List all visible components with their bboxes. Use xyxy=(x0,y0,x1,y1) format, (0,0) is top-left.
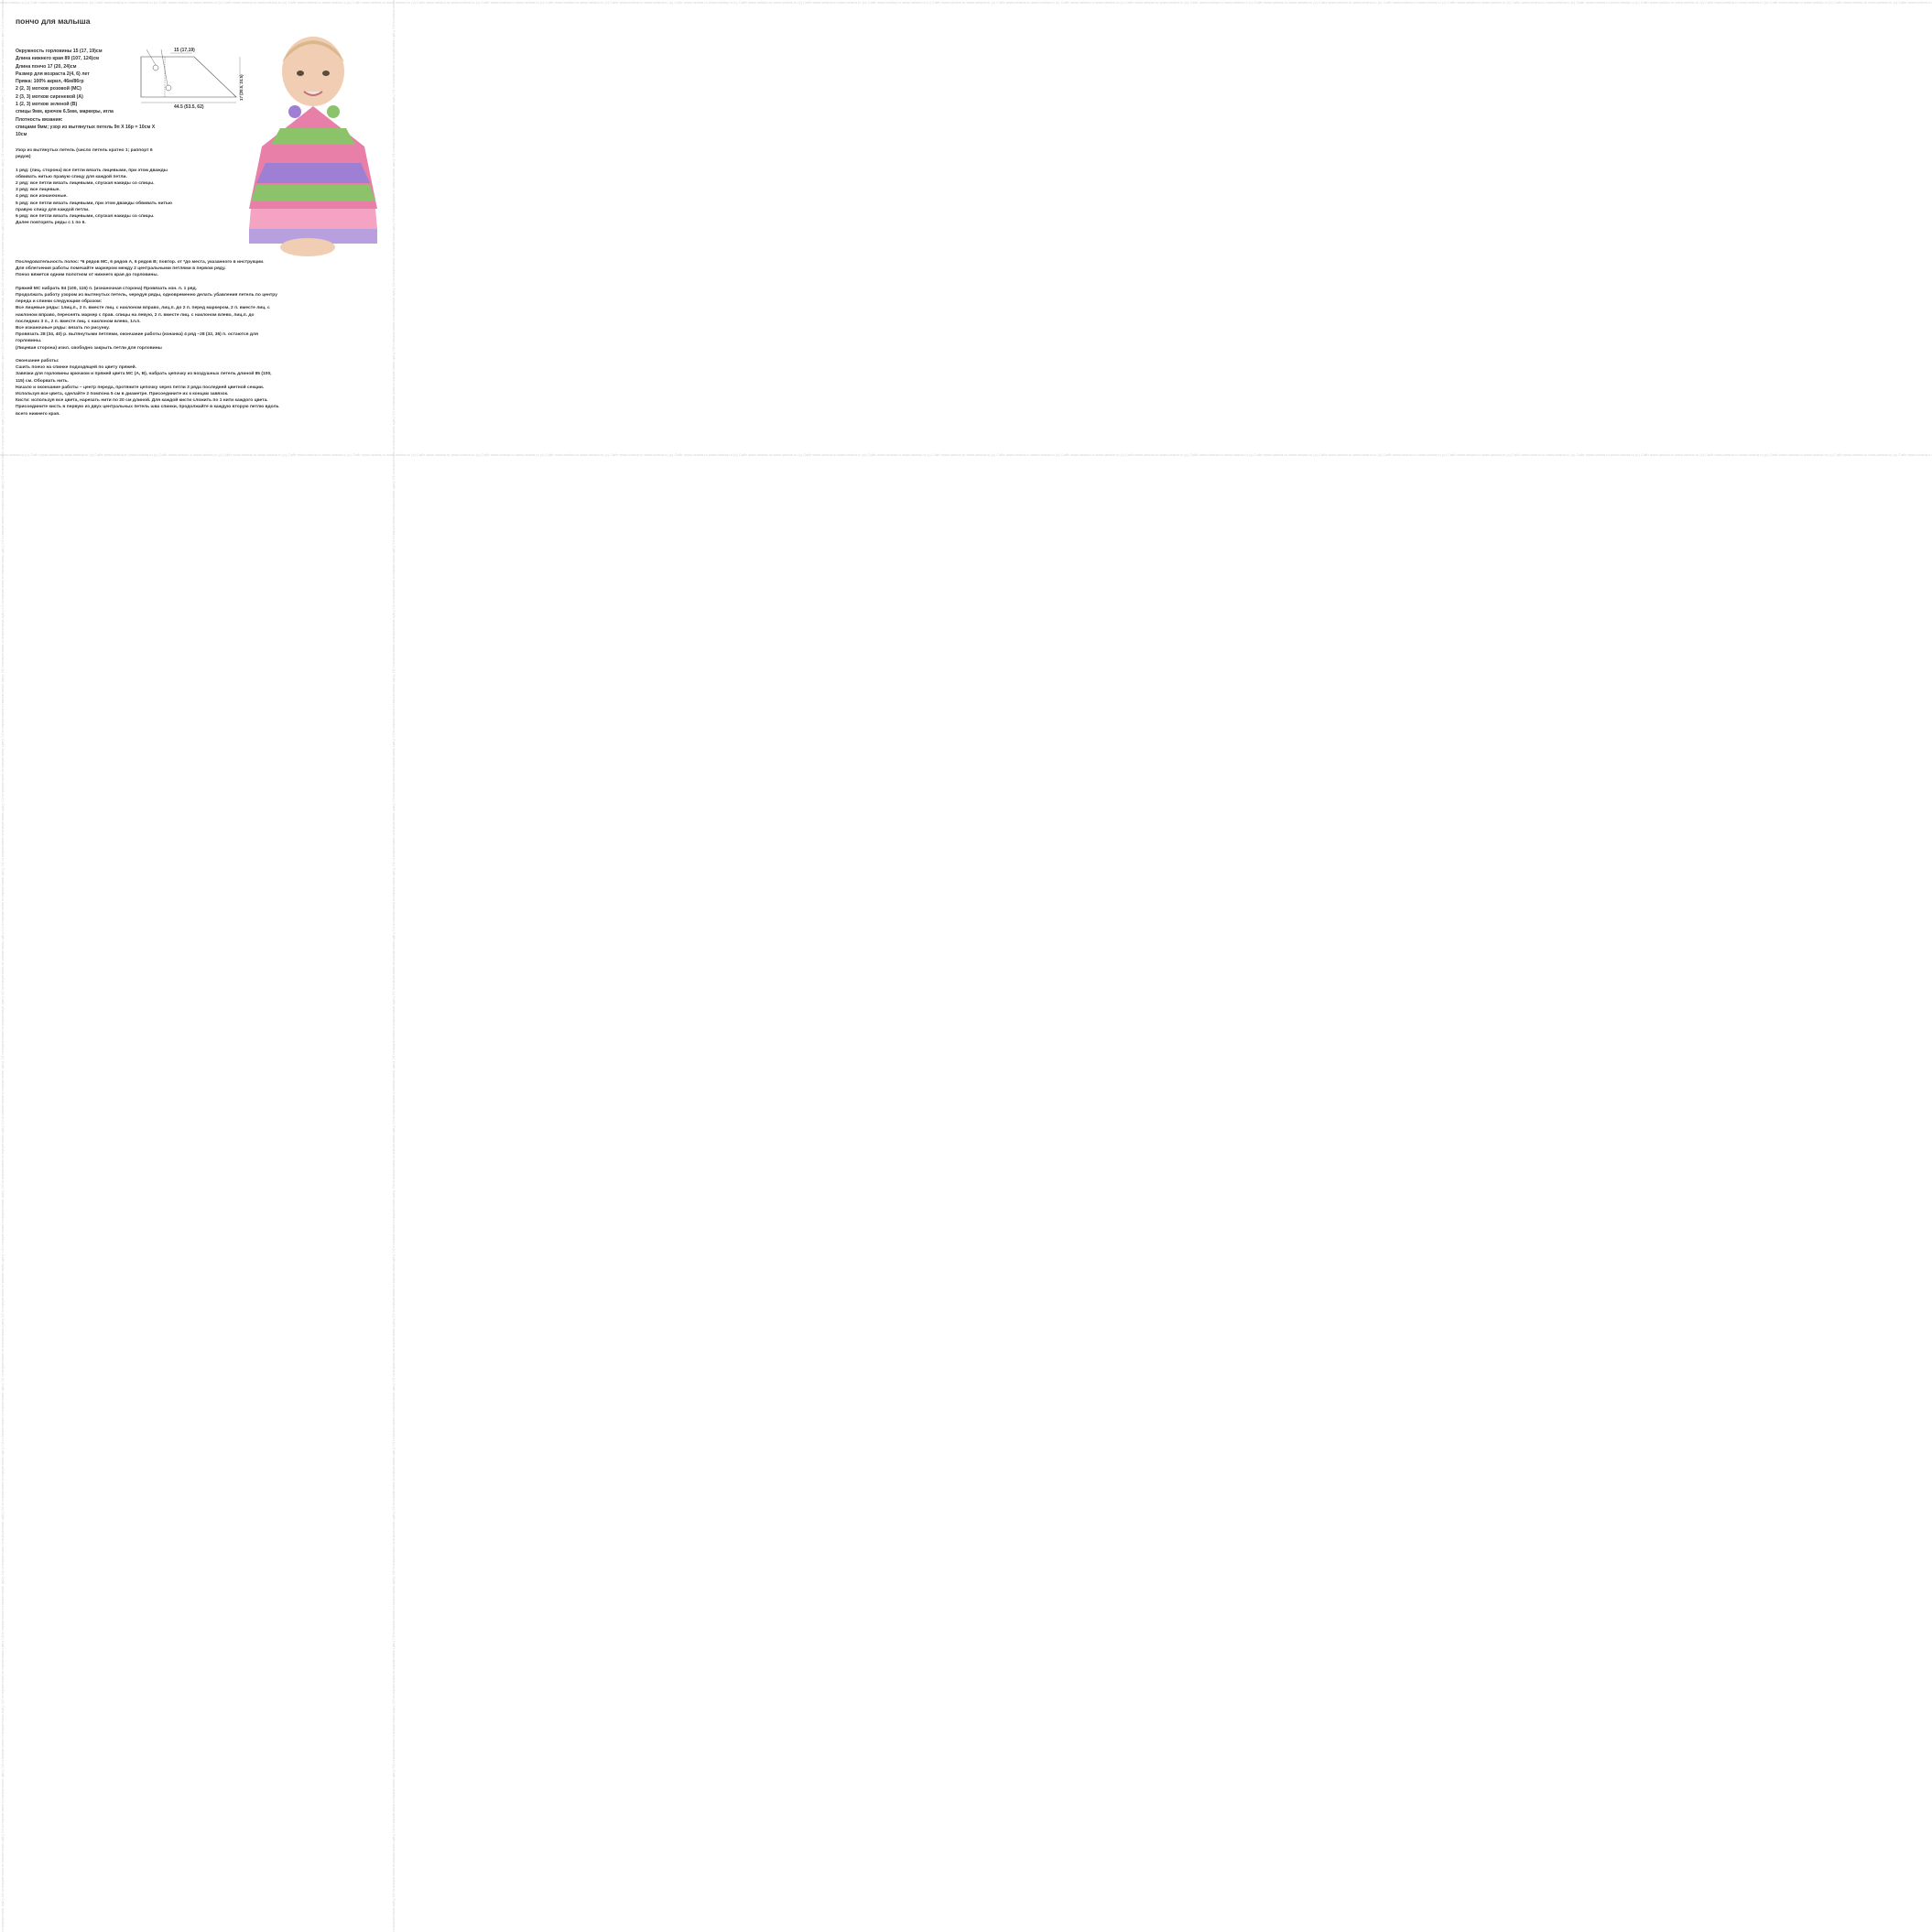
spec-line: спицами 9мм; узор из вытянутых петель 9п Х 16р = 10см Х xyxy=(16,124,156,130)
page-title: пончо для малыша xyxy=(16,16,91,26)
pattern-line: Узор из вытянутых петель (число петель кратно 1; раппорт 6 xyxy=(16,148,153,153)
pattern-line: 5 ряд: все петли вязать лицевыми, при этом дважды обвивать нитью xyxy=(16,201,173,206)
instruction-line: Кисти: используя все цвета, нарезать нити по 20 см длиной. Для каждой кисти сложить по 1 нити каждого цвета. xyxy=(16,398,268,404)
instruction-line: Используя все цвета, сделайте 2 помпона 5 см в диаметре. Присоедините их к концам завязок. xyxy=(16,392,229,397)
instruction-line: всего нижнего края. xyxy=(16,411,60,417)
pattern-line: 2 ряд: все петли вязать лицевыми, спуская накиды со спицы. xyxy=(16,181,155,187)
instruction-line: Последовательность полос: *6 рядов МС, 6 рядов А, 6 рядов В; повтор. от *до места, указанного в инструкции. xyxy=(16,260,265,265)
watermark-bottom: www.ueisha.ru (c) Сайт www.ueisha.ru www.ueisha.ru (c) Сайт www.ueisha.ru www.ueisha.ru (c) Сайт www.ueisha.ru www.ueisha.ru (c) Сайт www.ueisha.ru www.ueisha.ru (c) Сайт www.ueisha.ru www.ueisha.ru (c) Сайт www.ueisha.ru www.ueisha.ru (c) Сайт www.ueisha.ru www.ueisha.ru (c) Сайт www.ueisha.ru www.ueisha.ru (c) Сайт www.ueisha.ru www.ueisha.ru (c) Сайт www.ueisha.ru www.ueisha.ru (c) Сайт www.ueisha.ru www.ueisha.ru (c) Сайт www.ueisha.ru www.ueisha.ru (c) Сайт www.ueisha.ru www.ueisha.ru (c) Сайт www.ueisha.ru www.ueisha.ru (c) Сайт www.ueisha.ru www.ueisha.ru (c) Сайт www.ueisha.ru www.ueisha.ru (c) Сайт www.ueisha.ru www.ueisha.ru (c) Сайт www.ueisha.ru www.ueisha.ru (c) Сайт www.ueisha.ru www.ueisha.ru (c) Сайт www.ueisha.ru www.ueisha.ru (c) Сайт www.ueisha.ru www.ueisha.ru (c) Сайт www.ueisha.ru www.ueisha.ru (c) Сайт www.ueisha.ru www.ueisha.ru (c) Сайт www.ueisha.ru www.ueisha.ru (c) Сайт www.ueisha.ru www.ueisha.ru (c) Сайт www.ueisha.ru www.ueisha.ru (c) Сайт www.ueisha.ru www.ueisha.ru (c) Сайт www.ueisha.ru www.ueisha.ru (c) Сайт www.ueisha.ru www.ueisha.ru (c) Сайт www.ueisha.ru xyxy=(0,452,1932,457)
watermark-top: www.ueisha.ru (c) Сайт www.ueisha.ru www.ueisha.ru (c) Сайт www.ueisha.ru www.ueisha.ru (c) Сайт www.ueisha.ru www.ueisha.ru (c) Сайт www.ueisha.ru www.ueisha.ru (c) Сайт www.ueisha.ru www.ueisha.ru (c) Сайт www.ueisha.ru www.ueisha.ru (c) Сайт www.ueisha.ru www.ueisha.ru (c) Сайт www.ueisha.ru www.ueisha.ru (c) Сайт www.ueisha.ru www.ueisha.ru (c) Сайт www.ueisha.ru www.ueisha.ru (c) Сайт www.ueisha.ru www.ueisha.ru (c) Сайт www.ueisha.ru www.ueisha.ru (c) Сайт www.ueisha.ru www.ueisha.ru (c) Сайт www.ueisha.ru www.ueisha.ru (c) Сайт www.ueisha.ru www.ueisha.ru (c) Сайт www.ueisha.ru www.ueisha.ru (c) Сайт www.ueisha.ru www.ueisha.ru (c) Сайт www.ueisha.ru www.ueisha.ru (c) Сайт www.ueisha.ru www.ueisha.ru (c) Сайт www.ueisha.ru www.ueisha.ru (c) Сайт www.ueisha.ru www.ueisha.ru (c) Сайт www.ueisha.ru www.ueisha.ru (c) Сайт www.ueisha.ru www.ueisha.ru (c) Сайт www.ueisha.ru www.ueisha.ru (c) Сайт www.ueisha.ru www.ueisha.ru (c) Сайт www.ueisha.ru www.ueisha.ru (c) Сайт www.ueisha.ru www.ueisha.ru (c) Сайт www.ueisha.ru www.ueisha.ru (c) Сайт www.ueisha.ru www.ueisha.ru (c) Сайт www.ueisha.ru xyxy=(0,0,1932,5)
spec-line: Плотность вязания: xyxy=(16,116,63,123)
instruction-line: Продолжать работу узором из вытянутых петель, чередуя ряды, одновременно делать убавления петель по центру xyxy=(16,293,277,298)
instruction-line: Пряжей МС набрать 84 (100, 116) п. (изнаночная сторона) Провязать изн. п. 1 ряд. xyxy=(16,286,197,291)
poncho-schematic xyxy=(137,37,243,110)
pattern-line: правую спицу для каждой петли. xyxy=(16,207,90,212)
stitch-pattern-section xyxy=(16,147,244,226)
instruction-line xyxy=(16,279,377,286)
instruction-line: Пончо вяжется одним полотном от нижнего края до горловины. xyxy=(16,273,158,278)
pattern-line: 4 ряд: все изнаночные. xyxy=(16,194,68,200)
instruction-line: Провязать 28 (34, 40) р. вытянутыми петлями, окончание работы (изнанка) 4 ряд –28 (32, 36) п. остаются для xyxy=(16,332,258,338)
pattern-line: 6 ряд: все петли вязать лицевыми, спуская накиды со спицы. xyxy=(16,214,155,220)
instruction-line: Присоедините кисть в первую из двух центральных петель шва спинки, продолжайте в каждую вторую петлю вдоль xyxy=(16,405,279,410)
instruction-line: Завязки для горловины крючком и пряжей цвета МС (А, В), набрать цепочку из воздушных петель длиной 85 (100, xyxy=(16,372,272,377)
pattern-line xyxy=(16,160,244,167)
child-in-poncho-photo xyxy=(244,18,383,258)
instruction-line: Для облегчения работы помечайте маркером между 2 центральными петлями в первом ряду. xyxy=(16,266,226,272)
watermark-left: www.ueisha.ru (c) Сайт www.ueisha.ru www.ueisha.ru (c) Сайт www.ueisha.ru www.ueisha.ru (c) Сайт www.ueisha.ru www.ueisha.ru (c) Сайт www.ueisha.ru www.ueisha.ru (c) Сайт www.ueisha.ru www.ueisha.ru (c) Сайт www.ueisha.ru www.ueisha.ru (c) Сайт www.ueisha.ru www.ueisha.ru (c) Сайт www.ueisha.ru www.ueisha.ru (c) Сайт www.ueisha.ru www.ueisha.ru (c) Сайт www.ueisha.ru www.ueisha.ru (c) Сайт www.ueisha.ru www.ueisha.ru (c) Сайт www.ueisha.ru www.ueisha.ru (c) Сайт www.ueisha.ru www.ueisha.ru (c) Сайт www.ueisha.ru www.ueisha.ru (c) Сайт www.ueisha.ru www.ueisha.ru (c) Сайт www.ueisha.ru www.ueisha.ru (c) Сайт www.ueisha.ru www.ueisha.ru (c) Сайт www.ueisha.ru www.ueisha.ru (c) Сайт www.ueisha.ru www.ueisha.ru (c) Сайт www.ueisha.ru www.ueisha.ru (c) Сайт www.ueisha.ru www.ueisha.ru (c) Сайт www.ueisha.ru www.ueisha.ru (c) Сайт www.ueisha.ru www.ueisha.ru (c) Сайт www.ueisha.ru www.ueisha.ru (c) Сайт www.ueisha.ru www.ueisha.ru (c) Сайт www.ueisha.ru www.ueisha.ru (c) Сайт www.ueisha.ru www.ueisha.ru (c) Сайт www.ueisha.ru www.ueisha.ru (c) Сайт www.ueisha.ru www.ueisha.ru (c) Сайт www.ueisha.ru xyxy=(1,0,5,1932)
instruction-line: наклоном вправо, переснять маркер с прав. спицы на левую, 2 п. вместе лиц. с наклоном влево, лиц.п. до xyxy=(16,312,255,318)
instruction-line: Все лицевые ряды: 1лиц.п., 2 п. вместе лиц. с наклоном вправо, лиц.п. до 2 п. перед маркером, 2 п. вместе лиц. с xyxy=(16,306,270,311)
pattern-line: 1 ряд: (лиц. сторона) все петли вязать лицевыми, при этом дважды xyxy=(16,168,168,173)
spec-line: 1 (2, 3) мотков зеленой (В) xyxy=(16,102,78,108)
length-dimension: 17 (20.5, 24.5) xyxy=(239,74,244,101)
watermark-right: www.ueisha.ru (c) Сайт www.ueisha.ru www.ueisha.ru (c) Сайт www.ueisha.ru www.ueisha.ru (c) Сайт www.ueisha.ru www.ueisha.ru (c) Сайт www.ueisha.ru www.ueisha.ru (c) Сайт www.ueisha.ru www.ueisha.ru (c) Сайт www.ueisha.ru www.ueisha.ru (c) Сайт www.ueisha.ru www.ueisha.ru (c) Сайт www.ueisha.ru www.ueisha.ru (c) Сайт www.ueisha.ru www.ueisha.ru (c) Сайт www.ueisha.ru www.ueisha.ru (c) Сайт www.ueisha.ru www.ueisha.ru (c) Сайт www.ueisha.ru www.ueisha.ru (c) Сайт www.ueisha.ru www.ueisha.ru (c) Сайт www.ueisha.ru www.ueisha.ru (c) Сайт www.ueisha.ru www.ueisha.ru (c) Сайт www.ueisha.ru www.ueisha.ru (c) Сайт www.ueisha.ru www.ueisha.ru (c) Сайт www.ueisha.ru www.ueisha.ru (c) Сайт www.ueisha.ru www.ueisha.ru (c) Сайт www.ueisha.ru www.ueisha.ru (c) Сайт www.ueisha.ru www.ueisha.ru (c) Сайт www.ueisha.ru www.ueisha.ru (c) Сайт www.ueisha.ru www.ueisha.ru (c) Сайт www.ueisha.ru www.ueisha.ru (c) Сайт www.ueisha.ru www.ueisha.ru (c) Сайт www.ueisha.ru www.ueisha.ru (c) Сайт www.ueisha.ru www.ueisha.ru (c) Сайт www.ueisha.ru www.ueisha.ru (c) Сайт www.ueisha.ru www.ueisha.ru (c) Сайт www.ueisha.ru xyxy=(392,0,396,1932)
instruction-line xyxy=(16,352,377,358)
pattern-line: рядов) xyxy=(16,155,31,160)
spec-line: 2 (3, 3) мотков сиреневой (А) xyxy=(16,93,83,100)
instruction-line: Все изнаночные ряды: вязать по рисунку. xyxy=(16,326,110,331)
spec-line: Длина нижнего края 89 (107, 124)см xyxy=(16,56,100,62)
spec-line: Размер для возраста 2(4, 6) лет xyxy=(16,71,90,77)
pattern-line: 3 ряд: все лицевые. xyxy=(16,188,60,193)
instruction-line: Окончание работы: xyxy=(16,359,60,364)
instruction-line: горловины. xyxy=(16,339,42,344)
pattern-line: обвивать нитью правую спицу для каждой петли. xyxy=(16,174,127,179)
spec-line: 2 (2, 3) мотков розовой (МС) xyxy=(16,86,81,92)
spec-line: спицы 9мм, крючок 6.5мм, маркеры, игла xyxy=(16,109,114,115)
instruction-line: Сшить пончо на спинке подходящей по цвету пряжей. xyxy=(16,365,137,371)
hem-dimension: 44.5 (53.5, 62) xyxy=(174,104,204,110)
spec-line: Длина пончо 17 (20, 24)см xyxy=(16,63,77,70)
spec-line: 10см xyxy=(16,132,27,138)
instruction-line: 115) см. Оборвать нить. xyxy=(16,378,69,384)
pattern-line: Далее повторять ряды с 1 по 6. xyxy=(16,221,86,226)
spec-line: Пряжа: 100% акрил, 46м/86гр xyxy=(16,79,84,85)
instruction-line: переда и спинки следующим образом: xyxy=(16,299,103,305)
instruction-line: (Лицевая сторона) изнл. свободно закрыть петли для горловины xyxy=(16,345,162,351)
instruction-line: Начало и окончание работы – центр переда, протяните цепочку через петли 3 ряда последней цветной секции. xyxy=(16,385,265,390)
spec-line: Окружность горловины 15 (17, 19)см xyxy=(16,49,103,54)
neck-dimension: 15 (17,19) xyxy=(174,48,195,53)
instruction-line: последних 3 п., 2 п. вместе лиц. с наклоном влево, 1л.п. xyxy=(16,319,141,324)
instructions-section xyxy=(16,259,377,418)
